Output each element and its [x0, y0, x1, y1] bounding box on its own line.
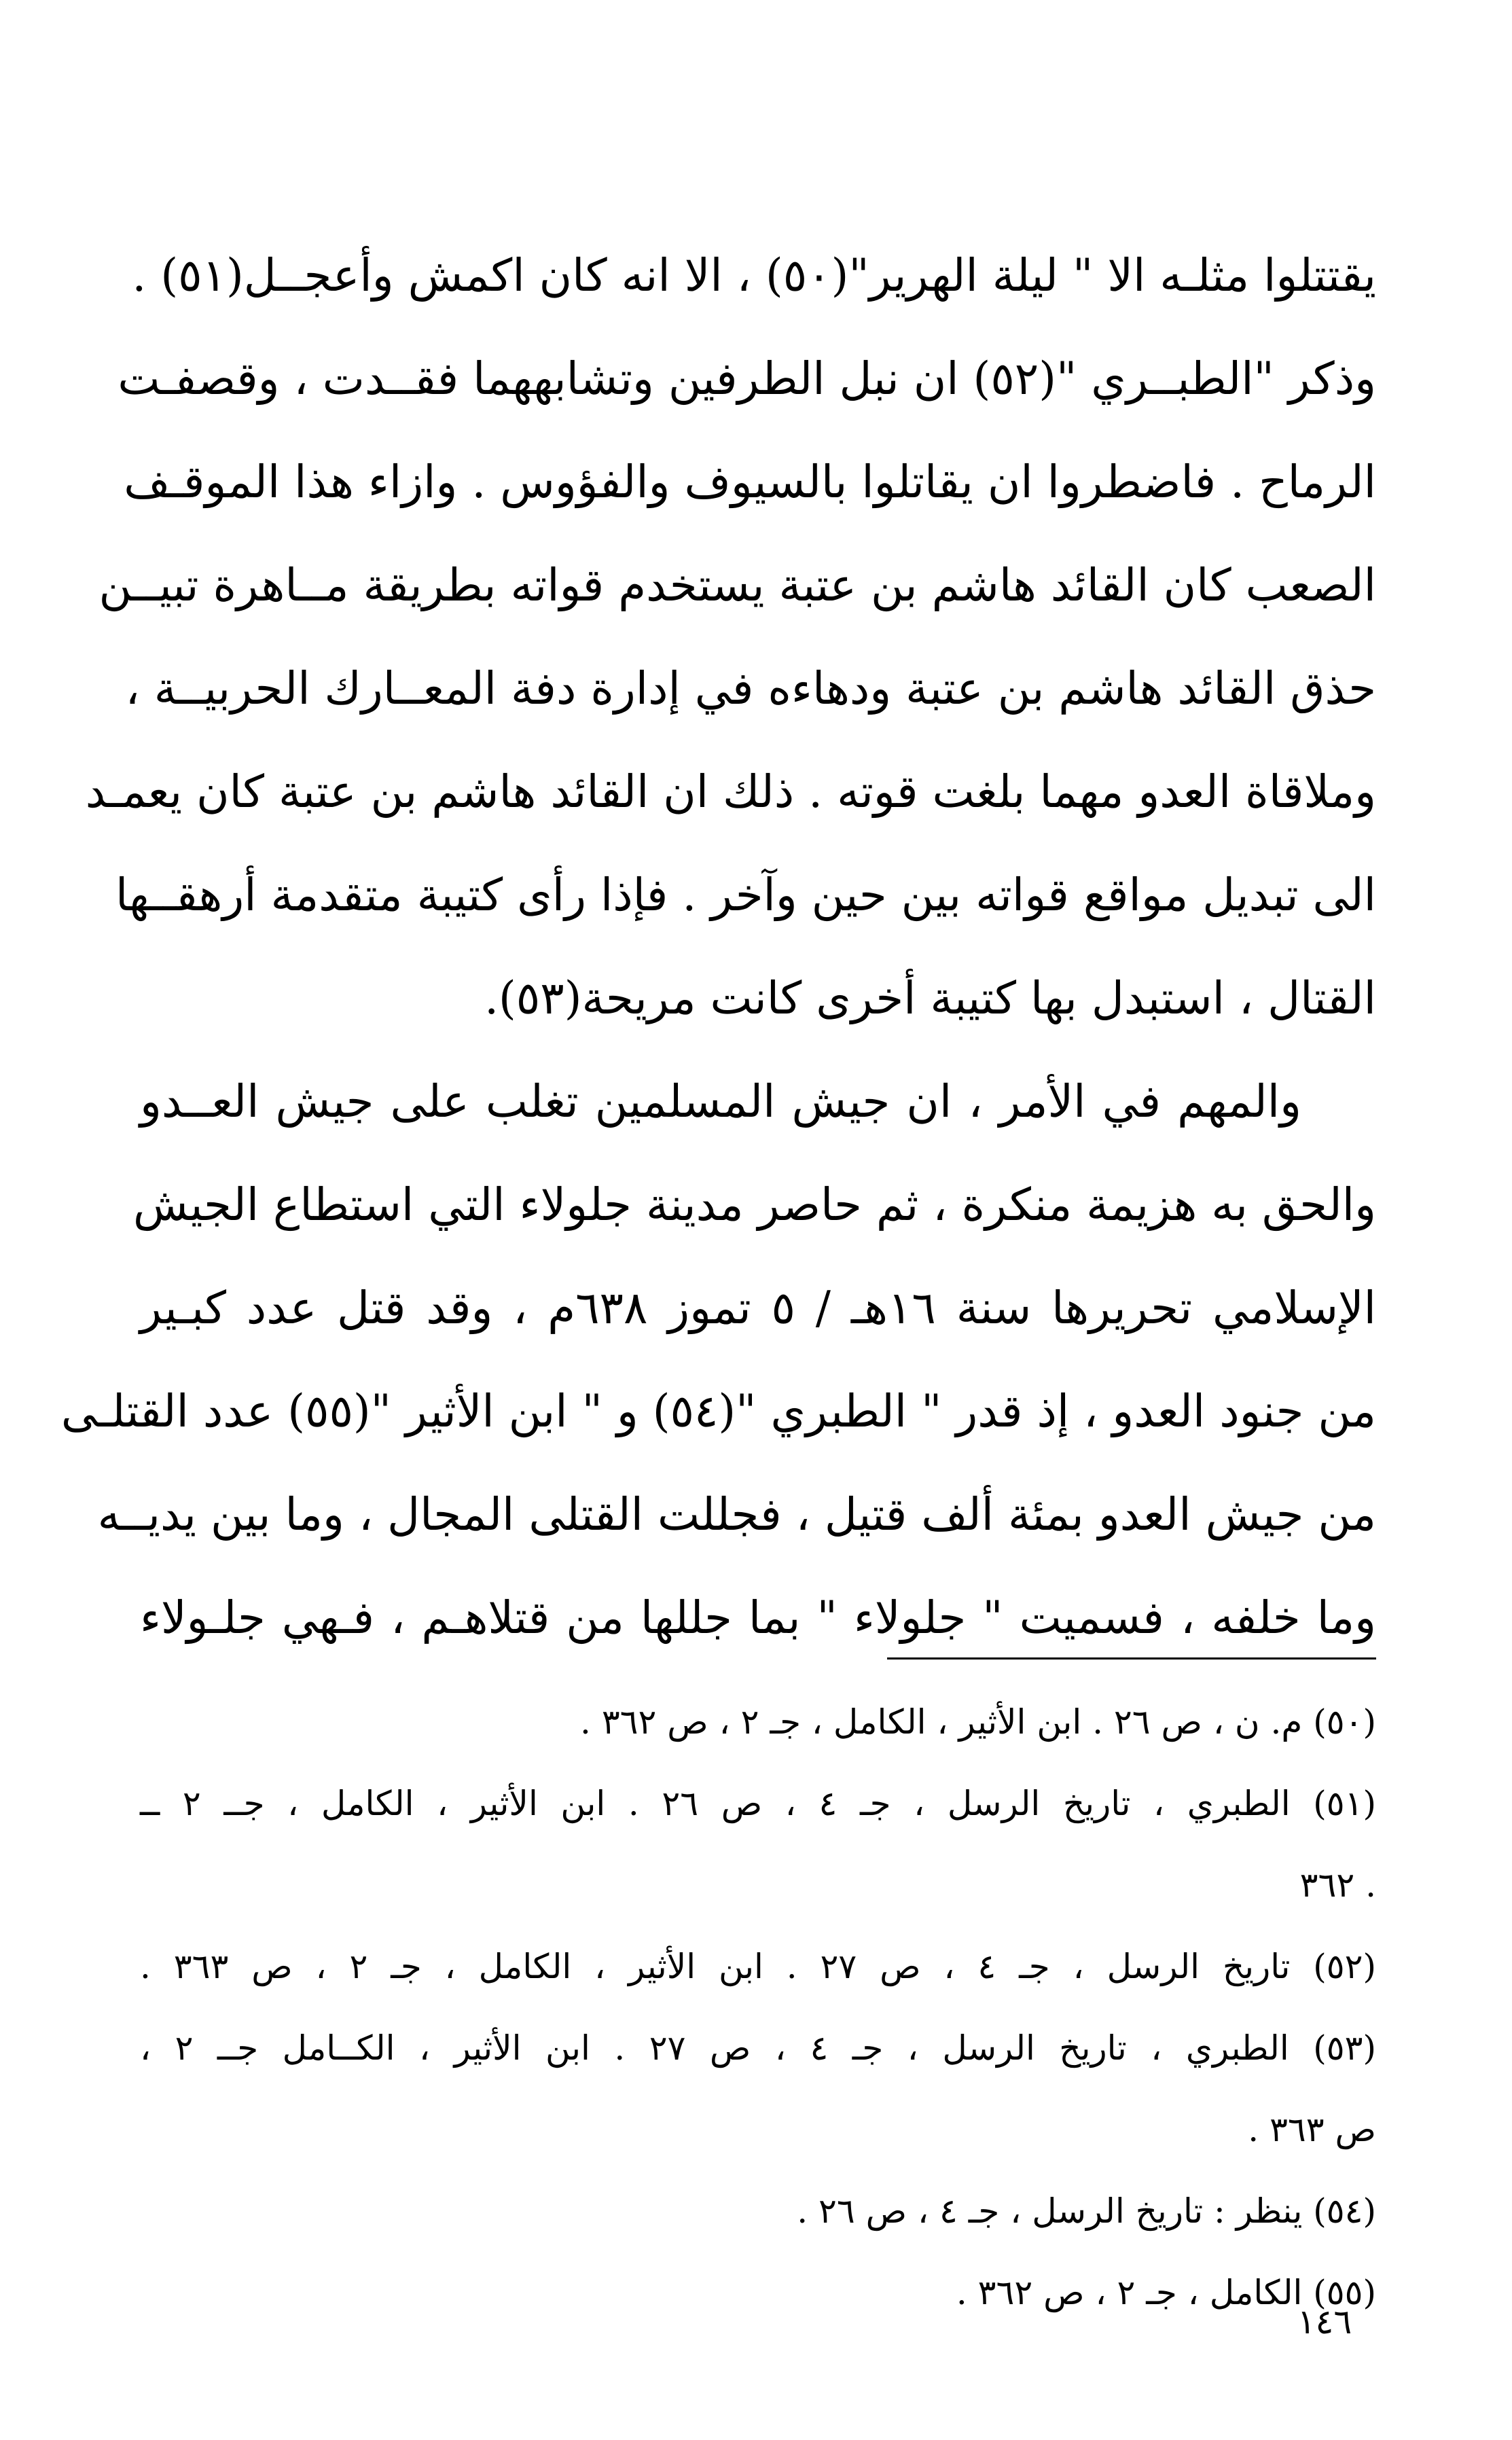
- footnote: (٥٠) م. ن ، ص ٢٦ . ابن الأثير ، الكامل ، جـ ٢ ، ص ٣٦٢ .: [580, 1702, 1376, 1742]
- text-line: الرماح . فاضطروا ان يقاتلوا بالسيوف والفؤوس . وازاء هذا الموقـف: [124, 456, 1376, 508]
- text-line: من جنود العدو ، إذ قدر " الطبري "(٥٤) و " ابن الأثير "(٥٥) عدد القتلـى: [60, 1385, 1376, 1437]
- text-line: وملاقاة العدو مهما بلغت قوته . ذلك ان القائد هاشم بن عتبة كان يعمـد: [85, 766, 1376, 818]
- footnote-separator: [887, 1657, 1376, 1659]
- text-line: وذكر "الطبــري "(٥٢) ان نبل الطرفين وتشابههما فقــدت ، وقصفـت: [118, 353, 1376, 405]
- text-line: الى تبديل مواقع قواته بين حين وآخر . فإذا رأى كتيبة متقدمة أرهقــها: [115, 869, 1376, 921]
- footnote-continuation: . ٣٦٢: [1299, 1865, 1376, 1905]
- text-line: الصعب كان القائد هاشم بن عتبة يستخدم قواته بطريقة مــاهرة تبيــن: [98, 559, 1376, 611]
- text-line: من جيش العدو بمئة ألف قتيل ، فجللت القتلى المجال ، وما بين يديــه: [97, 1488, 1376, 1541]
- text-line: القتال ، استبدل بها كتيبة أخرى كانت مريحة(٥٣).: [484, 972, 1376, 1024]
- footnotes: [140, 1681, 1376, 2333]
- paragraph-start-line: والمهم في الأمر ، ان جيش المسلمين تغلب على جيش العــدو: [140, 1075, 1301, 1128]
- page-number: ١٤٦: [1297, 2302, 1352, 2342]
- footnote: (٥٢) تاريخ الرسل ، جـ ٤ ، ص ٢٧ . ابن الأثير ، الكامل ، جـ ٢ ، ص ٣٦٣ .: [140, 1947, 1376, 1986]
- footnote: (٥٥) الكامل ، جـ ٢ ، ص ٣٦٢ .: [956, 2273, 1376, 2312]
- text-line: يقتتلوا مثلـه الا " ليلة الهرير"(٥٠) ، الا انه كان اكمش وأعجــل(٥١) .: [132, 249, 1376, 302]
- footnote: (٥١) الطبري ، تاريخ الرسل ، جـ ٤ ، ص ٢٦ . ابن الأثير ، الكامل ، جــ ٢ ــ: [140, 1784, 1376, 1823]
- main-text: [60, 224, 1376, 1670]
- text-line: حذق القائد هاشم بن عتبة ودهاءه في إدارة دفة المعــارك الحربيــة ،: [125, 662, 1376, 715]
- footnote: (٥٤) ينظر : تاريخ الرسل ، جـ ٤ ، ص ٢٦ .: [797, 2191, 1376, 2231]
- text-line: والحق به هزيمة منكرة ، ثم حاصر مدينة جلولاء التي استطاع الجيش: [132, 1179, 1376, 1231]
- text-line: الإسلامي تحريرها سنة ١٦هـ / ٥ تموز ٦٣٨م ، وقد قتل عدد كبـير: [140, 1282, 1376, 1334]
- footnote-continuation: ص ٣٦٣ .: [1248, 2110, 1376, 2149]
- text-line: وما خلفه ، فسميت " جلولاء " بما جللها من قتلاهـم ، فـهي جلـولاء: [140, 1592, 1376, 1644]
- footnote: (٥٣) الطبري ، تاريخ الرسل ، جـ ٤ ، ص ٢٧ . ابن الأثير ، الكــامل جــ ٢ ،: [140, 2028, 1377, 2068]
